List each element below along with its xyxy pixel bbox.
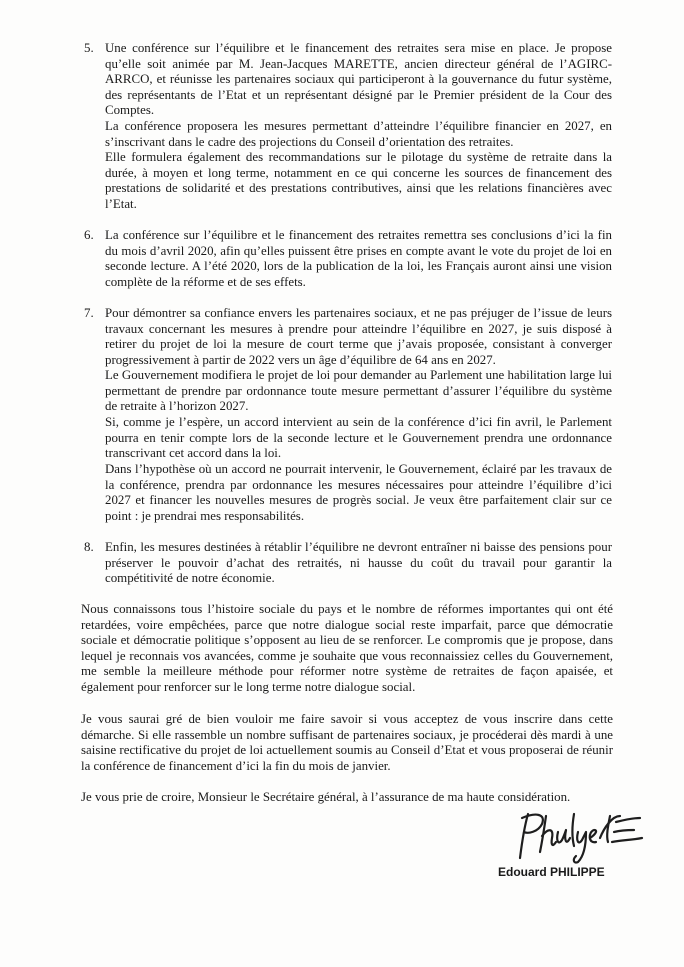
closing-formula: Je vous prie de croire, Monsieur le Secrétaire général, à l’assurance de ma haute considération. <box>81 790 571 804</box>
item-8-paragraph-1: Enfin, les mesures destinées à rétablir l’équilibre ne devront entraîner ni baisse des pensions pour préserver le pouvoir d’achat des retraités, ni hausse du coût du travail pour garantir la compétitivité de notre économie. <box>105 540 612 586</box>
item-number: 6. <box>84 228 94 242</box>
item-6-paragraph-1: La conférence sur l’équilibre et le financement des retraites remettra ses conclusions d’ici la fin du mois d’avril 2020, afin qu’elles puissent être prises en compte avant le vote du projet de loi en seconde lecture. A l’été 2020, lors de la publication de la loi, les Français auront ainsi une vision complète de la réforme et de ses effets. <box>105 228 612 289</box>
item-number: 7. <box>84 306 94 320</box>
item-number: 8. <box>84 540 94 554</box>
item-5-paragraph-3: Elle formulera également des recommandations sur le pilotage du système de retraite dans la durée, à moyen et long terme, notamment en ce qui concerne les sources de financement des prestations de solidarité et des prestations contributives, ainsi que les relations financières avec l’Etat. <box>105 150 612 211</box>
item-7-paragraph-1: Pour démontrer sa confiance envers les partenaires sociaux, et ne pas préjuger de l’issue de leurs travaux concernant les mesures à prendre pour atteindre l’équilibre en 2027, je suis disposé à retirer du projet de loi la mesure de court terme que j’avais proposée, consistant à converger progressivement à partir de 2022 vers un âge d’équilibre de 64 ans en 2027. <box>105 306 612 367</box>
item-number: 5. <box>84 41 94 55</box>
item-7-paragraph-2: Le Gouvernement modifiera le projet de loi pour demander au Parlement une habilitation large lui permettant de prendre par ordonnance toute mesure permettant d’assurer l’équilibre du système de retraite à l’horizon 2027. <box>105 368 612 414</box>
item-7-paragraph-3: Si, comme je l’espère, un accord intervient au sein de la conférence d’ici fin avril, le Parlement pourra en tenir compte lors de la seconde lecture et le Gouvernement prendra une ordonnance transcrivant cet accord dans la loi. <box>105 415 612 461</box>
signature-handwritten <box>516 808 646 868</box>
signatory-name: Edouard PHILIPPE <box>498 865 605 879</box>
item-5-paragraph-1: Une conférence sur l’équilibre et le financement des retraites sera mise en place. Je propose qu’elle soit animée par M. Jean-Jacques MARETTE, ancien directeur général de l’AGIRC-ARRCO, et réunisse les partenaires sociaux qui participeront à la gouvernance du futur système, des représentants de l’Etat et un représentant désigné par le Premier président de la Cour des Comptes. <box>105 41 612 118</box>
item-7-paragraph-4: Dans l’hypothèse où un accord ne pourrait intervenir, le Gouvernement, éclairé par les travaux de la conférence, prendra par ordonnance les mesures nécessaires pour atteindre l’équilibre d’ici 2027 et financer les nouvelles mesures de progrès social. Je veux être parfaitement clair sur ce point : je prendrai mes responsabilités. <box>105 462 612 523</box>
body-paragraph-2: Je vous saurai gré de bien vouloir me faire savoir si vous acceptez de vous inscrire dans cette démarche. Si elle rassemble un nombre suffisant de partenaires sociaux, je procéderai dès mardi à une saisine rectificative du projet de loi actuellement soumis au Conseil d’Etat et vous proposerai de réunir la conférence de financement d’ici la fin du mois de janvier. <box>81 712 613 773</box>
body-paragraph-1: Nous connaissons tous l’histoire sociale du pays et le nombre de réformes importantes qui ont été retardées, voire empêchées, parce que notre dialogue social reste imparfait, parce que démocratie sociale et démocratie politique s’opposent au lieu de se renforcer. Le compromis que je propose, dans lequel je reconnais vos avancées, comme je souhaite que vous reconnaissiez celles du Gouvernement, me semble la meilleure méthode pour réformer notre système de retraites de façon apaisée, et également pour renforcer sur le long terme notre dialogue social. <box>81 602 613 694</box>
item-5-paragraph-2: La conférence proposera les mesures permettant d’atteindre l’équilibre financier en 2027, en s’inscrivant dans le cadre des projections du Conseil d’orientation des retraites. <box>105 119 612 149</box>
